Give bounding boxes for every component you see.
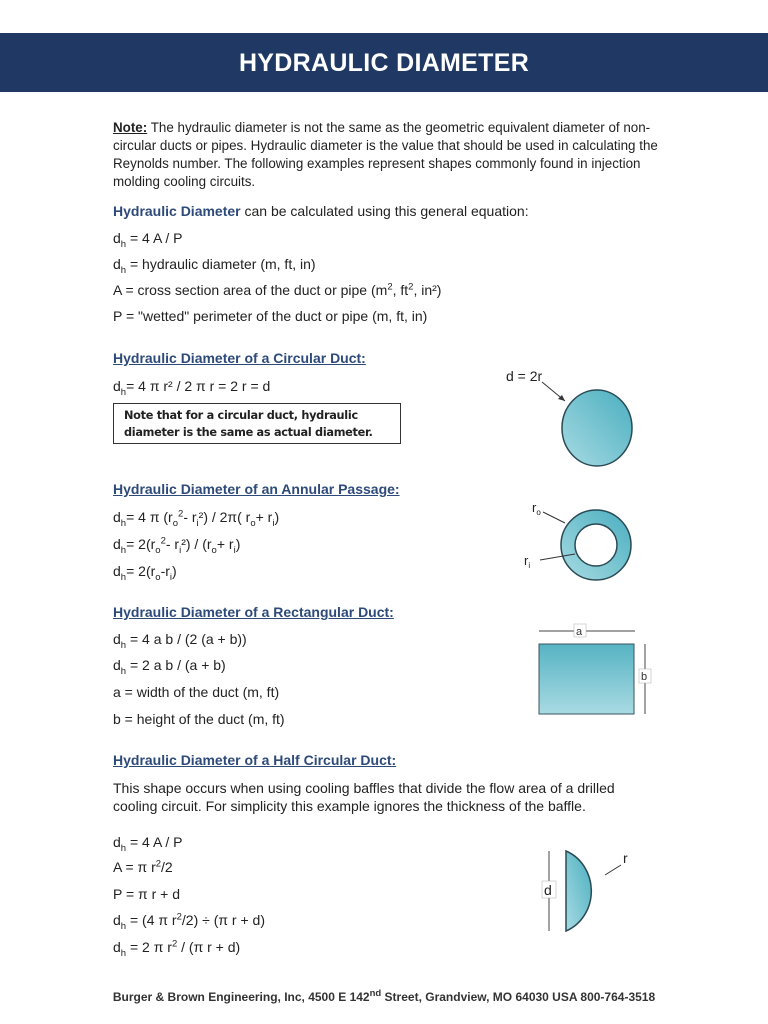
formula-segment: ): [235, 536, 241, 552]
formula-segment: 2: [178, 508, 184, 520]
r-label: r: [524, 553, 529, 568]
formula-segment: /2) ÷ (π r + d): [181, 912, 265, 928]
formula-segment: h: [120, 842, 127, 854]
formula-segment: h: [120, 517, 127, 529]
formula-segment: = 2 π r: [126, 939, 172, 955]
width-label: a: [576, 626, 583, 638]
formula-segment: 2: [155, 858, 162, 870]
formula-segment: i: [233, 544, 236, 556]
formula-segment: ²) / 2π( r: [198, 509, 251, 525]
half-circular-duct-figure: [535, 845, 645, 935]
formula-line: [113, 508, 280, 529]
formula-segment: = 4 A / P: [126, 230, 183, 246]
formula-segment: a = width of the duct (m, ft): [113, 684, 280, 700]
formula-line: [113, 281, 441, 299]
formula-line: [113, 630, 247, 651]
formula-segment: ): [274, 509, 280, 525]
formula-line: [113, 938, 241, 959]
formula-segment: = hydraulic diameter (m, ft, in): [126, 256, 316, 272]
formula-segment: 2: [176, 911, 182, 923]
section-heading-annular: Hydraulic Diameter of an Annular Passage:: [113, 481, 400, 497]
formula-segment: d: [113, 378, 121, 394]
formula-segment: + r: [216, 536, 234, 552]
formula-segment: h: [120, 238, 127, 250]
formula-segment: o: [155, 571, 161, 583]
i-sub: i: [528, 561, 531, 570]
formula-segment: ²) / (r: [181, 536, 212, 552]
formula-segment: - r: [165, 536, 180, 552]
note-line: Reynolds number. The following examples represent shapes commonly found in injection: [113, 156, 641, 171]
height-label: b: [641, 671, 648, 683]
formula-segment: ): [172, 563, 177, 579]
general-term: Hydraulic Diameter: [113, 203, 241, 219]
inner-circle-shape: [575, 524, 617, 566]
r-label: r: [532, 500, 537, 515]
formula-segment: d: [113, 536, 121, 552]
formula-segment: = 2(r: [126, 563, 156, 579]
annular-passage-figure: [510, 495, 660, 595]
arrow-line: [605, 865, 621, 875]
inner-radius-label: [524, 553, 530, 570]
formula-line: [113, 535, 241, 556]
formula-segment: = 2(r: [126, 536, 156, 552]
formula-segment: d: [113, 939, 121, 955]
formula-line: [113, 255, 316, 276]
note-label: Note:: [113, 120, 148, 135]
formula-segment: = (4 π r: [126, 912, 177, 928]
arrow-line: [543, 512, 565, 523]
formula-segment: h: [120, 544, 127, 556]
formula-segment: h: [120, 639, 127, 651]
formula-segment: h: [120, 264, 127, 276]
circular-duct-figure: [490, 360, 660, 470]
formula-segment: 2: [171, 938, 178, 950]
formula-segment: 2: [160, 535, 166, 547]
formula-segment: = 4 A / P: [126, 834, 183, 850]
formula-segment: d: [113, 509, 121, 525]
formula-segment: i: [179, 544, 182, 556]
formula-segment: b = height of the duct (m, ft): [113, 711, 285, 727]
formula-segment: d: [113, 230, 121, 246]
formula-segment: d: [113, 657, 121, 673]
section-heading-half: Hydraulic Diameter of a Half Circular Duct:: [113, 752, 397, 768]
formula-segment: d: [113, 256, 121, 272]
formula-segment: o: [155, 544, 161, 556]
formula-segment: = 2 a b / (a + b): [126, 657, 226, 673]
o-sub: o: [536, 508, 541, 517]
note-line: circular ducts or pipes. Hydraulic diameter is the value that should be used in calculating the: [113, 138, 658, 153]
formula-line: [113, 833, 183, 854]
outer-radius-label: [532, 500, 541, 517]
formula-segment: o: [172, 517, 179, 529]
rectangle-shape: [539, 644, 634, 714]
formula-segment: d: [113, 563, 121, 579]
formula-segment: i: [196, 517, 199, 529]
formula-segment: , ft: [392, 282, 409, 298]
half-circle-shape: [566, 851, 591, 931]
formula-segment: /2: [161, 859, 173, 875]
footer-text: Street, Grandview, MO 64030 USA 800-764-3518: [381, 990, 656, 1004]
footer-text: Burger & Brown Engineering, Inc, 4500 E 142: [112, 990, 370, 1004]
formula-segment: A = π r: [113, 859, 156, 875]
formula-line: [113, 911, 265, 932]
diameter-label: d: [544, 882, 552, 898]
half-para-line: This shape occurs when using cooling baffles that divide the flow area of a drilled: [113, 780, 615, 796]
formula-line: [113, 656, 226, 677]
formula-segment: o: [250, 517, 256, 529]
formula-segment: d: [113, 912, 121, 928]
footer-sup: nd: [369, 988, 382, 999]
formula-segment: d: [113, 631, 121, 647]
formula-line: [113, 683, 279, 701]
formula-line: [113, 858, 173, 876]
formula-segment: = 4 π r² / 2 π r = 2 r = d: [126, 378, 271, 394]
formula-line: [113, 377, 271, 398]
formula-segment: -r: [160, 563, 170, 579]
formula-segment: = 4 π (r: [126, 509, 173, 525]
half-para-line: cooling circuit. For simplicity this example ignores the thickness of the baffle.: [113, 798, 586, 814]
note-text: The hydraulic diameter is not the same as the geometric equivalent diameter of non-: [150, 120, 651, 135]
title-banner: [0, 33, 768, 92]
formula-segment: , in²): [413, 282, 442, 298]
formula-segment: 2: [387, 281, 393, 293]
circular-note-box: Note that for a circular duct, hydraulic diameter is the same as actual diameter.: [113, 403, 401, 444]
formula-segment: h: [120, 386, 127, 398]
formula-segment: - r: [183, 509, 197, 525]
rectangular-duct-figure: [530, 620, 660, 720]
formula-segment: 2: [408, 281, 414, 293]
formula-segment: i: [272, 517, 275, 529]
note-line: molding cooling circuits.: [113, 174, 256, 189]
formula-segment: A = cross section area of the duct or pipe (m: [113, 282, 388, 298]
formula-segment: P = "wetted" perimeter of the duct or pipe (m, ft, in): [113, 308, 428, 324]
general-intro: [113, 202, 529, 220]
formula-segment: + r: [255, 509, 273, 525]
section-heading-circular: Hydraulic Diameter of a Circular Duct:: [113, 350, 366, 366]
note-line: [113, 119, 650, 137]
formula-segment: h: [120, 947, 127, 959]
formula-segment: h: [120, 571, 127, 583]
formula-segment: h: [120, 665, 127, 677]
formula-segment: / (π r + d): [177, 939, 241, 955]
formula-line: [113, 229, 183, 250]
formula-segment: = 4 a b / (2 (a + b)): [126, 631, 247, 647]
formula-line: [113, 307, 427, 325]
formula-line: [113, 562, 177, 583]
footer: [0, 990, 768, 1004]
formula-line: [113, 710, 285, 728]
general-text: can be calculated using this general equation:: [240, 203, 529, 219]
circle-label: d = 2r: [506, 368, 543, 384]
radius-label: r: [623, 850, 628, 866]
section-heading-rectangular: Hydraulic Diameter of a Rectangular Duct:: [113, 604, 394, 620]
formula-segment: h: [120, 920, 127, 932]
page-title: HYDRAULIC DIAMETER: [238, 49, 530, 77]
circle-shape: [562, 390, 632, 466]
formula-segment: P = π r + d: [113, 886, 180, 902]
formula-segment: d: [113, 834, 121, 850]
formula-segment: i: [169, 571, 173, 583]
formula-segment: o: [211, 544, 217, 556]
formula-line: [113, 885, 180, 903]
